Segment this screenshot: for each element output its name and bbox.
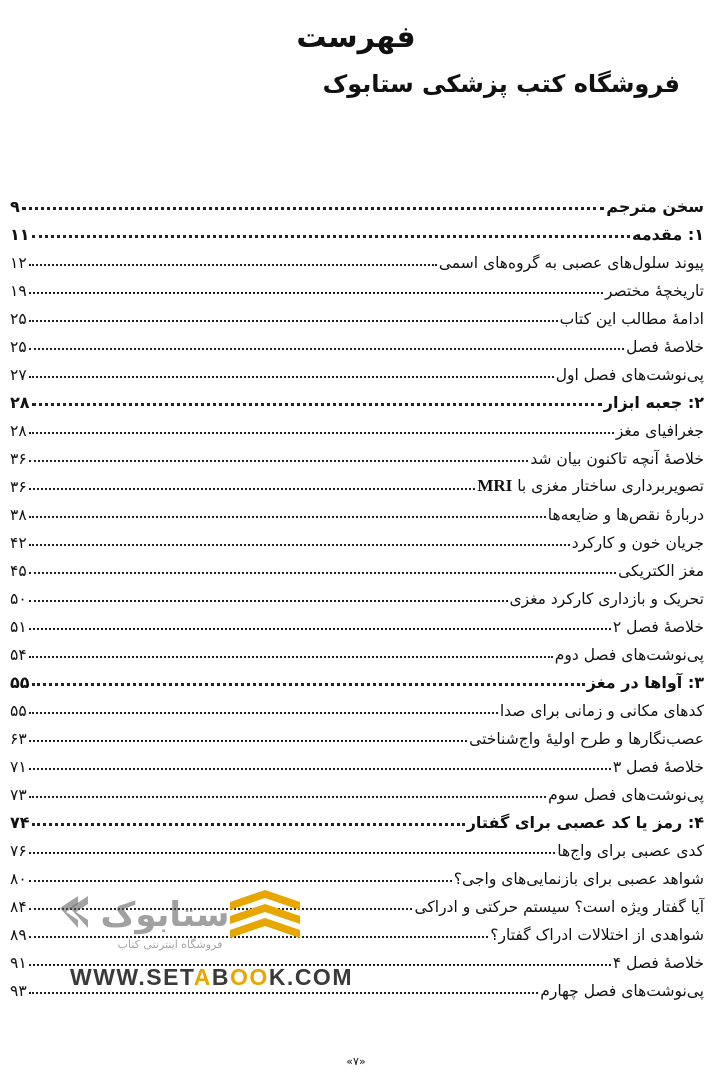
toc-leader-dots — [29, 264, 437, 266]
toc-page-number: ۵۱ — [10, 618, 27, 636]
toc-page-number: ۹ — [10, 197, 20, 216]
toc-entry-label: جریان خون و کارکرد — [571, 534, 704, 552]
toc-entry-label: شواهد عصبی برای بازنمایی‌های واجی؟ — [453, 870, 704, 888]
toc-leader-dots — [29, 908, 413, 910]
toc-entry-label: تصویربرداری ساختار مغزی با MRI — [477, 476, 704, 495]
toc-entry-label: آیا گفتار ویژه است؟ سیستم حرکتی و ادراکی — [414, 898, 704, 916]
toc-entry-label: خلاصهٔ فصل — [626, 338, 704, 356]
toc-chapter-row — [10, 664, 704, 692]
toc-page-number: ۸۴ — [10, 898, 27, 916]
toc-entry-label: شواهدی از اختلالات ادراک گفتار؟ — [490, 926, 704, 944]
toc-leader-dots — [22, 207, 605, 210]
toc-entry-label: پی‌نوشت‌های فصل اول — [555, 366, 704, 384]
toc-leader-dots — [32, 823, 465, 826]
toc-entry-label: سخن مترجم — [606, 197, 704, 216]
toc-entry-label: تاریخچهٔ مختصر — [604, 282, 704, 300]
toc-entry-label: مغز الکتریکی — [618, 562, 704, 580]
toc-page-number: ۷۶ — [10, 842, 27, 860]
toc-entry-row — [10, 300, 704, 328]
toc-entry-label: خلاصهٔ فصل ۲ — [612, 618, 704, 636]
toc-page-number: ۲۵ — [10, 310, 27, 328]
toc-leader-dots — [32, 683, 585, 686]
toc-entry-label: کدهای مکانی و زمانی برای صدا — [499, 702, 704, 720]
toc-entry-label: ۱: مقدمه — [631, 225, 704, 244]
svg-text:ستابوک: ستابوک — [100, 895, 230, 935]
toc-page-number: ۶۳ — [10, 730, 27, 748]
svg-text:فروشگاه اینترنتی کتاب: فروشگاه اینترنتی کتاب — [117, 938, 223, 951]
toc-page-number: ۳۶ — [10, 478, 27, 496]
toc-leader-dots — [29, 852, 556, 854]
toc-entry-row — [10, 720, 704, 748]
toc-leader-dots — [29, 460, 529, 462]
toc-entry-row — [10, 888, 704, 916]
toc-entry-row — [10, 692, 704, 720]
toc-page-number: ۴۲ — [10, 534, 27, 552]
toc-entry-row — [10, 916, 704, 944]
toc-page-number: ۷۳ — [10, 786, 27, 804]
toc-entry-label: تحریک و بازداری کارکرد مغزی — [509, 590, 704, 608]
toc-page-number: ۴۵ — [10, 562, 27, 580]
toc-page-number: ۱۲ — [10, 254, 27, 272]
toc-entry-row — [10, 328, 704, 356]
toc-page-number: ۲۸ — [10, 393, 30, 412]
toc-page-number: ۹۳ — [10, 982, 27, 1000]
toc-leader-dots — [29, 600, 508, 602]
toc-entry-row — [10, 552, 704, 580]
toc-entry-label: کدی عصبی برای واج‌ها — [557, 842, 704, 860]
table-of-contents — [10, 188, 704, 1000]
toc-entry-row — [10, 440, 704, 468]
toc-leader-dots — [29, 712, 498, 714]
toc-entry-row — [10, 776, 704, 804]
watermark-url: WWW.SETABOOK.COM — [70, 964, 353, 990]
toc-entry-label: ادامهٔ مطالب این کتاب — [559, 310, 704, 328]
toc-leader-dots — [29, 628, 611, 630]
toc-leader-dots — [29, 880, 452, 882]
toc-leader-dots — [29, 796, 547, 798]
toc-page-number: ۳۶ — [10, 450, 27, 468]
toc-chapter-row — [10, 188, 704, 216]
toc-leader-dots — [29, 292, 603, 294]
toc-entry-label: دربارهٔ نقص‌ها و ضایعه‌ها — [547, 506, 704, 524]
page-subtitle: فروشگاه کتب پزشکی ستابوک — [322, 70, 680, 98]
toc-leader-dots — [29, 740, 468, 742]
toc-leader-dots — [29, 376, 554, 378]
page-number: «۷» — [346, 1055, 366, 1068]
toc-entry-label: پی‌نوشت‌های فصل دوم — [554, 646, 704, 664]
toc-page-number: ۹۱ — [10, 954, 27, 972]
toc-page-number: ۱۱ — [10, 225, 30, 244]
toc-leader-dots — [29, 656, 553, 658]
toc-entry-label: ۴: رمز یا کد عصبی برای گفتار — [466, 813, 704, 832]
toc-entry-row — [10, 272, 704, 300]
toc-entry-row — [10, 832, 704, 860]
toc-page-number: ۷۴ — [10, 813, 30, 832]
page-title: فهرست — [296, 20, 416, 55]
toc-chapter-row — [10, 384, 704, 412]
toc-entry-row — [10, 580, 704, 608]
toc-page-number: ۲۵ — [10, 338, 27, 356]
toc-leader-dots — [29, 768, 611, 770]
toc-entry-row — [10, 748, 704, 776]
toc-entry-latin-term: MRI — [477, 476, 513, 495]
toc-page-number: ۸۰ — [10, 870, 27, 888]
toc-page-number: ۵۵ — [10, 673, 30, 692]
toc-leader-dots — [29, 936, 489, 938]
toc-page-number: ۵۵ — [10, 702, 27, 720]
toc-leader-dots — [29, 516, 546, 518]
toc-entry-label: ۲: جعبه ابزار — [603, 393, 704, 412]
toc-leader-dots — [29, 488, 476, 490]
toc-leader-dots — [32, 403, 602, 406]
toc-entry-row — [10, 524, 704, 552]
toc-page-number: ۵۰ — [10, 590, 27, 608]
toc-page-number: ۸۹ — [10, 926, 27, 944]
toc-entry-label: پی‌نوشت‌های فصل چهارم — [540, 982, 704, 1000]
toc-entry-row — [10, 860, 704, 888]
toc-entry-row — [10, 468, 704, 496]
toc-entry-row — [10, 608, 704, 636]
toc-entry-label: خلاصهٔ آنچه تاکنون بیان شد — [530, 450, 704, 468]
toc-leader-dots — [29, 992, 539, 994]
toc-entry-row — [10, 412, 704, 440]
toc-page-number: ۲۸ — [10, 422, 27, 440]
toc-entry-label: جغرافیای مغز — [615, 422, 704, 440]
toc-leader-dots — [29, 544, 570, 546]
toc-entry-label: پی‌نوشت‌های فصل سوم — [548, 786, 704, 804]
toc-entry-label: ۳: آواها در مغز — [586, 673, 704, 692]
toc-entry-row — [10, 244, 704, 272]
toc-entry-row — [10, 356, 704, 384]
toc-entry-label: خلاصهٔ فصل ۳ — [612, 758, 704, 776]
toc-leader-dots — [29, 348, 625, 350]
toc-leader-dots — [29, 320, 558, 322]
toc-chapter-row — [10, 804, 704, 832]
toc-page-number: ۱۹ — [10, 282, 27, 300]
toc-chapter-row — [10, 216, 704, 244]
toc-page-number: ۷۱ — [10, 758, 27, 776]
toc-leader-dots — [29, 432, 614, 434]
toc-page-number: ۵۴ — [10, 646, 27, 664]
toc-page-number: ۲۷ — [10, 366, 27, 384]
toc-leader-dots — [32, 235, 630, 238]
toc-entry-row — [10, 636, 704, 664]
toc-page-number: ۳۸ — [10, 506, 27, 524]
toc-entry-label: عصب‌نگارها و طرح اولیهٔ واج‌شناختی — [469, 730, 704, 748]
toc-entry-label: خلاصهٔ فصل ۴ — [612, 954, 704, 972]
toc-leader-dots — [29, 572, 616, 574]
toc-entry-row — [10, 496, 704, 524]
toc-entry-label: پیوند سلول‌های عصبی به گروه‌های اسمی — [438, 254, 704, 272]
